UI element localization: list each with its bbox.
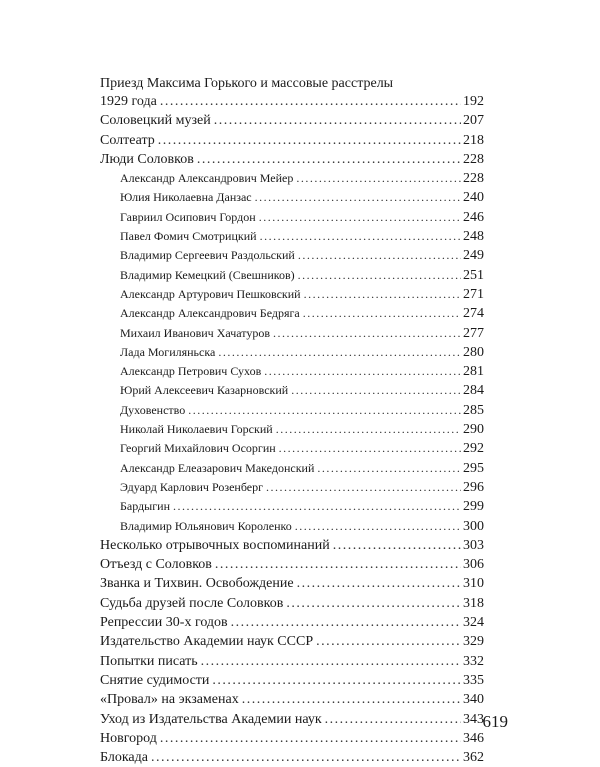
table-of-contents	[100, 75, 484, 767]
toc-entry	[100, 748, 484, 767]
toc-entry	[100, 594, 484, 613]
dot-leader	[296, 169, 461, 188]
dot-leader	[242, 690, 461, 709]
toc-entry-page: 306	[463, 557, 484, 573]
page-number: 619	[482, 712, 508, 731]
dot-leader	[317, 459, 461, 478]
toc-entry	[100, 246, 484, 265]
toc-entry-page: 228	[463, 171, 484, 187]
dot-leader	[214, 111, 461, 130]
dot-leader	[298, 266, 461, 285]
dot-leader	[260, 227, 461, 246]
dot-leader	[188, 401, 461, 420]
toc-entry-page: 284	[463, 383, 484, 399]
toc-entry	[100, 381, 484, 400]
toc-entry-label: Попытки писать	[100, 653, 198, 669]
toc-entry-page: 192	[463, 94, 484, 109]
dot-leader	[212, 671, 461, 690]
dot-leader	[304, 285, 461, 304]
toc-entry-label: Блокада	[100, 750, 148, 766]
toc-entry-label: Духовенство	[120, 402, 186, 417]
toc-entry	[100, 671, 484, 690]
toc-entry-label: Михаил Иванович Хачатуров	[120, 325, 271, 340]
toc-entry-page: 248	[463, 229, 484, 245]
dot-leader	[259, 208, 461, 227]
toc-entry-label: Уход из Издательства Академии наук	[100, 711, 322, 727]
toc-entry-label: Николай Николаевич Горский	[120, 422, 273, 437]
toc-entry	[100, 574, 484, 593]
dot-leader	[158, 131, 461, 150]
toc-entry-label: Георгий Михайлович Осоргин	[120, 441, 276, 456]
toc-entry-page: 246	[463, 209, 484, 225]
toc-entry-page: 207	[463, 113, 484, 129]
toc-entry	[100, 536, 484, 555]
toc-entry-label: Бардыгин	[120, 499, 170, 514]
toc-entry	[100, 266, 484, 285]
toc-entry-page: 281	[463, 364, 484, 380]
toc-entry-page: 277	[463, 325, 484, 341]
dot-leader	[160, 92, 461, 111]
toc-entry-page: 296	[463, 479, 484, 495]
toc-entry-label: Александр Петрович Сухов	[120, 364, 262, 379]
toc-entry-label: Юрий Алексеевич Казарновский	[120, 383, 289, 398]
toc-entry-page: 362	[463, 750, 484, 766]
toc-entry-page: 303	[463, 537, 484, 553]
toc-entry-label: Отъезд с Соловков	[100, 557, 212, 573]
dot-leader	[298, 246, 461, 265]
toc-entry	[100, 111, 484, 130]
dot-leader	[297, 574, 461, 593]
dot-leader	[215, 555, 461, 574]
toc-entry	[100, 420, 484, 439]
toc-entry	[100, 343, 484, 362]
dot-leader	[218, 343, 461, 362]
toc-entry-page: 346	[463, 730, 484, 746]
dot-leader	[201, 652, 461, 671]
toc-entry-page: 318	[463, 595, 484, 611]
toc-entry-page: 271	[463, 286, 484, 302]
dot-leader	[316, 632, 461, 651]
dot-leader	[266, 478, 461, 497]
toc-entry-page: 295	[463, 460, 484, 476]
dot-leader	[333, 536, 461, 555]
toc-entry	[100, 131, 484, 150]
dot-leader	[286, 594, 461, 613]
toc-entry-label: Александр Александрович Бедряга	[120, 306, 300, 321]
toc-entry-label: Лада Могиляньска	[120, 344, 216, 359]
toc-entry-label: Александр Александрович Мейер	[120, 171, 294, 186]
toc-entry	[100, 517, 484, 536]
toc-entry-label: Несколько отрывочных воспоминаний	[100, 537, 330, 553]
toc-entry	[100, 478, 484, 497]
toc-entry-label: «Провал» на экзаменах	[100, 692, 239, 708]
toc-entry-label: Александр Елеазарович Македонский	[120, 460, 315, 475]
toc-entry	[100, 497, 484, 516]
toc-entry-label: Новгород	[100, 730, 157, 746]
toc-entry	[100, 324, 484, 343]
toc-entry-label: Репрессии 30-х годов	[100, 615, 228, 631]
toc-entry-page: 292	[463, 441, 484, 457]
toc-entry-page: 324	[463, 615, 484, 631]
toc-entry	[100, 362, 484, 381]
toc-entry-page: 285	[463, 402, 484, 418]
toc-entry-label: Юлия Николаевна Данзас	[120, 190, 252, 205]
toc-entry-label: Александр Артурович Пешковский	[120, 286, 301, 301]
toc-entry-page: 299	[463, 499, 484, 515]
toc-entry-page: 343	[463, 711, 484, 727]
toc-entry-page: 218	[463, 132, 484, 148]
dot-leader	[279, 439, 461, 458]
toc-entry	[100, 632, 484, 651]
toc-entry-label: Издательство Академии наук СССР	[100, 634, 314, 650]
toc-entry	[100, 613, 484, 632]
toc-entry-page: 249	[463, 248, 484, 264]
toc-entry-page: 340	[463, 692, 484, 708]
dot-leader	[273, 324, 461, 343]
toc-entry-page: 300	[463, 518, 484, 534]
toc-entry	[100, 459, 484, 478]
toc-entry-label: Павел Фомич Смотрицкий	[120, 229, 257, 244]
dot-leader	[264, 362, 461, 381]
toc-entry-title: Приезд Максима Горького и массовые расстрелы	[100, 76, 394, 91]
toc-entry-page: 280	[463, 344, 484, 360]
toc-entry-label: Судьба друзей после Соловков	[100, 595, 284, 611]
toc-entry-label: Владимир Сергеевич Раздольский	[120, 248, 295, 263]
dot-leader	[276, 420, 461, 439]
toc-entry-page: 251	[463, 267, 484, 283]
toc-entry-page: 274	[463, 306, 484, 322]
dot-leader	[231, 613, 461, 632]
toc-entry	[100, 227, 484, 246]
toc-entry-label: Званка и Тихвин. Освобождение	[100, 576, 294, 592]
toc-entry	[100, 401, 484, 420]
toc-entry	[100, 439, 484, 458]
toc-entry-page: 290	[463, 422, 484, 438]
toc-entry	[100, 188, 484, 207]
toc-entry-page: 329	[463, 634, 484, 650]
toc-entry	[100, 690, 484, 709]
dot-leader	[173, 497, 461, 516]
toc-entry-label: Люди Соловков	[100, 151, 194, 167]
toc-entry	[100, 169, 484, 188]
dot-leader	[295, 517, 461, 536]
toc-entry	[100, 304, 484, 323]
toc-entry	[100, 150, 484, 169]
toc-entry-label: Солтеатр	[100, 132, 155, 148]
toc-entry	[100, 92, 484, 111]
toc-entry-label: Соловецкий музей	[100, 113, 211, 129]
toc-entry	[100, 285, 484, 304]
toc-entry	[100, 555, 484, 574]
dot-leader	[197, 150, 461, 169]
toc-entries	[100, 92, 484, 767]
toc-entry-label: Гавриил Осипович Гордон	[120, 209, 256, 224]
toc-entry-label: Владимир Юльянович Короленко	[120, 518, 292, 533]
toc-entry-page: 310	[463, 576, 484, 592]
toc-entry-page: 240	[463, 190, 484, 206]
toc-entry-page: 335	[463, 672, 484, 688]
toc-entry	[100, 652, 484, 671]
toc-entry-label: 1929 года	[100, 94, 157, 109]
dot-leader	[303, 304, 461, 323]
dot-leader	[255, 188, 461, 207]
dot-leader	[291, 381, 461, 400]
toc-entry-page: 228	[463, 151, 484, 167]
toc-entry-label: Владимир Кемецкий (Свешников)	[120, 267, 295, 282]
toc-entry	[100, 208, 484, 227]
toc-entry-page: 332	[463, 653, 484, 669]
toc-entry-label: Снятие судимости	[100, 672, 210, 688]
dot-leader	[151, 748, 461, 767]
toc-entry-label: Эдуард Карлович Розенберг	[120, 479, 264, 494]
